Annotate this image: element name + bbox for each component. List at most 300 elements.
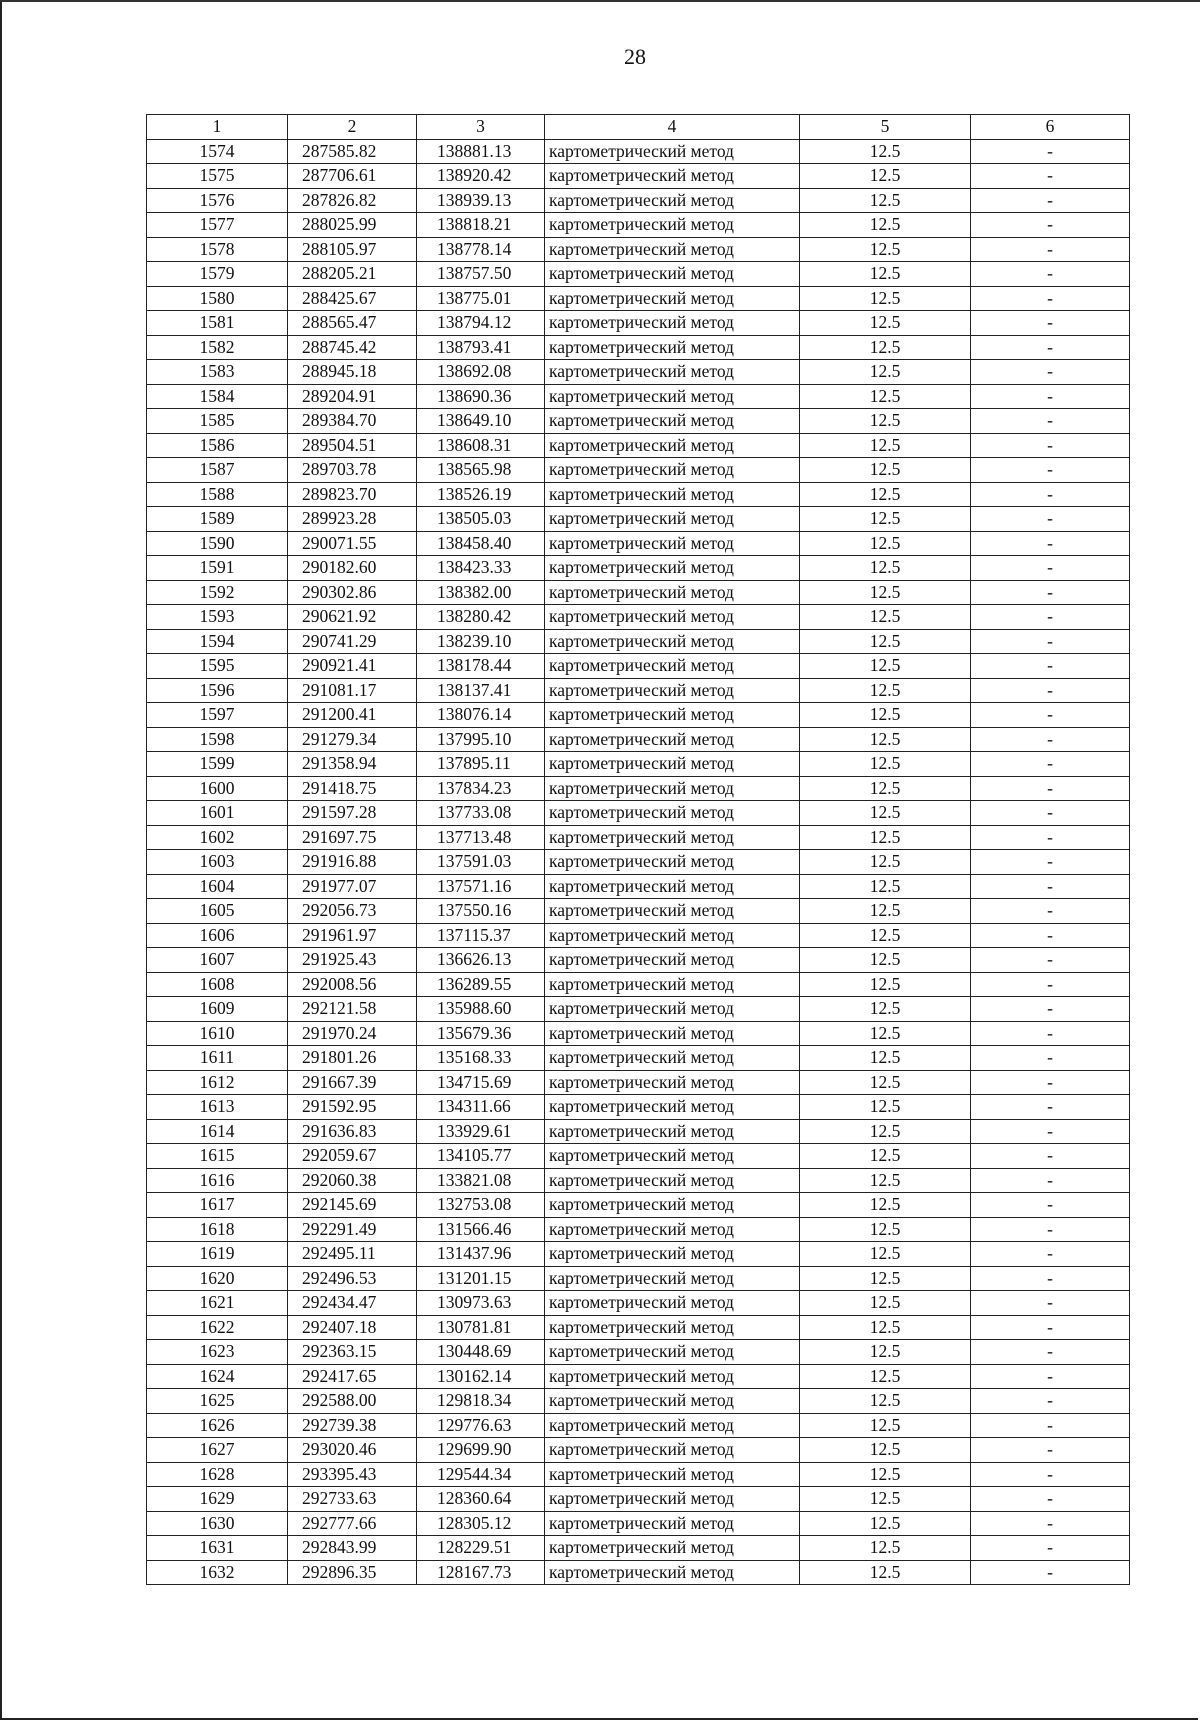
table-row — [147, 776, 1130, 801]
x-coordinate-cell: 291636.83 — [288, 1119, 417, 1144]
point-number-cell: 1617 — [147, 1193, 288, 1218]
x-coordinate-cell: 287585.82 — [288, 139, 417, 164]
y-coordinate-cell: 135168.33 — [417, 1046, 545, 1071]
method-cell: картометрический метод — [545, 433, 800, 458]
table-row — [147, 507, 1130, 532]
description-cell: - — [971, 433, 1130, 458]
point-number-cell: 1598 — [147, 727, 288, 752]
y-coordinate-cell: 137591.03 — [417, 850, 545, 875]
accuracy-cell: 12.5 — [800, 727, 971, 752]
method-cell: картометрический метод — [545, 1119, 800, 1144]
point-number-cell: 1585 — [147, 409, 288, 434]
x-coordinate-cell: 292843.99 — [288, 1536, 417, 1561]
y-coordinate-cell: 137895.11 — [417, 752, 545, 777]
accuracy-cell: 12.5 — [800, 776, 971, 801]
method-cell: картометрический метод — [545, 360, 800, 385]
method-cell: картометрический метод — [545, 1315, 800, 1340]
x-coordinate-cell: 291697.75 — [288, 825, 417, 850]
description-cell: - — [971, 1046, 1130, 1071]
y-coordinate-cell: 137550.16 — [417, 899, 545, 924]
accuracy-cell: 12.5 — [800, 1487, 971, 1512]
method-cell: картометрический метод — [545, 1291, 800, 1316]
x-coordinate-cell: 289204.91 — [288, 384, 417, 409]
y-coordinate-cell: 138757.50 — [417, 262, 545, 287]
method-cell: картометрический метод — [545, 1487, 800, 1512]
x-coordinate-cell: 292896.35 — [288, 1560, 417, 1585]
table-row — [147, 1070, 1130, 1095]
table-row — [147, 899, 1130, 924]
x-coordinate-cell: 287706.61 — [288, 164, 417, 189]
y-coordinate-cell: 137713.48 — [417, 825, 545, 850]
accuracy-cell: 12.5 — [800, 1560, 971, 1585]
point-number-cell: 1580 — [147, 286, 288, 311]
method-cell: картометрический метод — [545, 727, 800, 752]
description-cell: - — [971, 409, 1130, 434]
accuracy-cell: 12.5 — [800, 237, 971, 262]
table-row — [147, 1511, 1130, 1536]
description-cell: - — [971, 1095, 1130, 1120]
x-coordinate-cell: 287826.82 — [288, 188, 417, 213]
y-coordinate-cell: 129776.63 — [417, 1413, 545, 1438]
x-coordinate-cell: 289384.70 — [288, 409, 417, 434]
method-cell: картометрический метод — [545, 1560, 800, 1585]
description-cell: - — [971, 899, 1130, 924]
table-row — [147, 850, 1130, 875]
point-number-cell: 1621 — [147, 1291, 288, 1316]
point-number-cell: 1616 — [147, 1168, 288, 1193]
x-coordinate-cell: 292363.15 — [288, 1340, 417, 1365]
description-cell: - — [971, 1462, 1130, 1487]
accuracy-cell: 12.5 — [800, 948, 971, 973]
accuracy-cell: 12.5 — [800, 1462, 971, 1487]
x-coordinate-cell: 292056.73 — [288, 899, 417, 924]
table-row — [147, 213, 1130, 238]
description-cell: - — [971, 311, 1130, 336]
x-coordinate-cell: 292739.38 — [288, 1413, 417, 1438]
y-coordinate-cell: 131566.46 — [417, 1217, 545, 1242]
point-number-cell: 1610 — [147, 1021, 288, 1046]
x-coordinate-cell: 291279.34 — [288, 727, 417, 752]
table-row — [147, 1560, 1130, 1585]
table-row — [147, 482, 1130, 507]
accuracy-cell: 12.5 — [800, 678, 971, 703]
x-coordinate-cell: 291597.28 — [288, 801, 417, 826]
point-number-cell: 1577 — [147, 213, 288, 238]
x-coordinate-cell: 288745.42 — [288, 335, 417, 360]
x-coordinate-cell: 292434.47 — [288, 1291, 417, 1316]
accuracy-cell: 12.5 — [800, 1021, 971, 1046]
description-cell: - — [971, 1438, 1130, 1463]
table-row — [147, 1389, 1130, 1414]
description-cell: - — [971, 1511, 1130, 1536]
y-coordinate-cell: 135988.60 — [417, 997, 545, 1022]
accuracy-cell: 12.5 — [800, 752, 971, 777]
accuracy-cell: 12.5 — [800, 507, 971, 532]
x-coordinate-cell: 293395.43 — [288, 1462, 417, 1487]
page-top-border — [0, 0, 1200, 2]
x-coordinate-cell: 290182.60 — [288, 556, 417, 581]
description-cell: - — [971, 874, 1130, 899]
x-coordinate-cell: 290621.92 — [288, 605, 417, 630]
y-coordinate-cell: 136289.55 — [417, 972, 545, 997]
y-coordinate-cell: 138239.10 — [417, 629, 545, 654]
x-coordinate-cell: 291961.97 — [288, 923, 417, 948]
description-cell: - — [971, 1070, 1130, 1095]
y-coordinate-cell: 137733.08 — [417, 801, 545, 826]
method-cell: картометрический метод — [545, 1389, 800, 1414]
x-coordinate-cell: 291916.88 — [288, 850, 417, 875]
y-coordinate-cell: 135679.36 — [417, 1021, 545, 1046]
y-coordinate-cell: 129699.90 — [417, 1438, 545, 1463]
accuracy-cell: 12.5 — [800, 1242, 971, 1267]
y-coordinate-cell: 138939.13 — [417, 188, 545, 213]
x-coordinate-cell: 292407.18 — [288, 1315, 417, 1340]
description-cell: - — [971, 213, 1130, 238]
table-row — [147, 139, 1130, 164]
point-number-cell: 1613 — [147, 1095, 288, 1120]
column-header-2: 2 — [288, 115, 417, 140]
x-coordinate-cell: 292291.49 — [288, 1217, 417, 1242]
point-number-cell: 1619 — [147, 1242, 288, 1267]
y-coordinate-cell: 138076.14 — [417, 703, 545, 728]
table-row — [147, 335, 1130, 360]
description-cell: - — [971, 1217, 1130, 1242]
description-cell: - — [971, 286, 1130, 311]
description-cell: - — [971, 1560, 1130, 1585]
method-cell: картометрический метод — [545, 213, 800, 238]
point-number-cell: 1630 — [147, 1511, 288, 1536]
method-cell: картометрический метод — [545, 482, 800, 507]
method-cell: картометрический метод — [545, 850, 800, 875]
point-number-cell: 1590 — [147, 531, 288, 556]
description-cell: - — [971, 262, 1130, 287]
point-number-cell: 1622 — [147, 1315, 288, 1340]
y-coordinate-cell: 134311.66 — [417, 1095, 545, 1120]
y-coordinate-cell: 133929.61 — [417, 1119, 545, 1144]
method-cell: картометрический метод — [545, 311, 800, 336]
description-cell: - — [971, 580, 1130, 605]
point-number-cell: 1608 — [147, 972, 288, 997]
point-number-cell: 1609 — [147, 997, 288, 1022]
point-number-cell: 1612 — [147, 1070, 288, 1095]
table-row — [147, 629, 1130, 654]
description-cell: - — [971, 629, 1130, 654]
y-coordinate-cell: 137571.16 — [417, 874, 545, 899]
point-number-cell: 1586 — [147, 433, 288, 458]
y-coordinate-cell: 130162.14 — [417, 1364, 545, 1389]
accuracy-cell: 12.5 — [800, 164, 971, 189]
description-cell: - — [971, 1021, 1130, 1046]
x-coordinate-cell: 288105.97 — [288, 237, 417, 262]
point-number-cell: 1607 — [147, 948, 288, 973]
method-cell: картометрический метод — [545, 1413, 800, 1438]
table-row — [147, 556, 1130, 581]
description-cell: - — [971, 556, 1130, 581]
table-row — [147, 237, 1130, 262]
x-coordinate-cell: 292060.38 — [288, 1168, 417, 1193]
description-cell: - — [971, 1168, 1130, 1193]
y-coordinate-cell: 128360.64 — [417, 1487, 545, 1512]
y-coordinate-cell: 138458.40 — [417, 531, 545, 556]
method-cell: картометрический метод — [545, 825, 800, 850]
accuracy-cell: 12.5 — [800, 482, 971, 507]
accuracy-cell: 12.5 — [800, 556, 971, 581]
description-cell: - — [971, 703, 1130, 728]
method-cell: картометрический метод — [545, 507, 800, 532]
point-number-cell: 1576 — [147, 188, 288, 213]
table-row — [147, 384, 1130, 409]
x-coordinate-cell: 291081.17 — [288, 678, 417, 703]
x-coordinate-cell: 292059.67 — [288, 1144, 417, 1169]
y-coordinate-cell: 130448.69 — [417, 1340, 545, 1365]
accuracy-cell: 12.5 — [800, 1315, 971, 1340]
point-number-cell: 1606 — [147, 923, 288, 948]
point-number-cell: 1575 — [147, 164, 288, 189]
method-cell: картометрический метод — [545, 335, 800, 360]
point-number-cell: 1626 — [147, 1413, 288, 1438]
table-row — [147, 286, 1130, 311]
point-number-cell: 1632 — [147, 1560, 288, 1585]
table-row — [147, 580, 1130, 605]
table-row — [147, 997, 1130, 1022]
description-cell: - — [971, 801, 1130, 826]
accuracy-cell: 12.5 — [800, 654, 971, 679]
method-cell: картометрический метод — [545, 384, 800, 409]
table-row — [147, 1438, 1130, 1463]
x-coordinate-cell: 291200.41 — [288, 703, 417, 728]
table-row — [147, 972, 1130, 997]
method-cell: картометрический метод — [545, 605, 800, 630]
table-row — [147, 1487, 1130, 1512]
table-header — [147, 115, 1130, 140]
method-cell: картометрический метод — [545, 997, 800, 1022]
description-cell: - — [971, 776, 1130, 801]
table-row — [147, 605, 1130, 630]
accuracy-cell: 12.5 — [800, 825, 971, 850]
table-row — [147, 360, 1130, 385]
table-body — [147, 139, 1130, 1585]
y-coordinate-cell: 138881.13 — [417, 139, 545, 164]
accuracy-cell: 12.5 — [800, 531, 971, 556]
table-row — [147, 1242, 1130, 1267]
table-row — [147, 531, 1130, 556]
method-cell: картометрический метод — [545, 654, 800, 679]
page-number: 28 — [624, 44, 646, 69]
table-row — [147, 1413, 1130, 1438]
y-coordinate-cell: 138608.31 — [417, 433, 545, 458]
description-cell: - — [971, 531, 1130, 556]
x-coordinate-cell: 289504.51 — [288, 433, 417, 458]
accuracy-cell: 12.5 — [800, 1389, 971, 1414]
point-number-cell: 1588 — [147, 482, 288, 507]
table-row — [147, 654, 1130, 679]
method-cell: картометрический метод — [545, 1340, 800, 1365]
accuracy-cell: 12.5 — [800, 1266, 971, 1291]
y-coordinate-cell: 131437.96 — [417, 1242, 545, 1267]
point-number-cell: 1623 — [147, 1340, 288, 1365]
accuracy-cell: 12.5 — [800, 1144, 971, 1169]
accuracy-cell: 12.5 — [800, 409, 971, 434]
table-row — [147, 1095, 1130, 1120]
table-row — [147, 262, 1130, 287]
y-coordinate-cell: 138178.44 — [417, 654, 545, 679]
point-number-cell: 1611 — [147, 1046, 288, 1071]
accuracy-cell: 12.5 — [800, 1536, 971, 1561]
x-coordinate-cell: 291667.39 — [288, 1070, 417, 1095]
table-row — [147, 825, 1130, 850]
method-cell: картометрический метод — [545, 531, 800, 556]
y-coordinate-cell: 138692.08 — [417, 360, 545, 385]
accuracy-cell: 12.5 — [800, 213, 971, 238]
accuracy-cell: 12.5 — [800, 384, 971, 409]
method-cell: картометрический метод — [545, 1511, 800, 1536]
x-coordinate-cell: 291592.95 — [288, 1095, 417, 1120]
y-coordinate-cell: 138690.36 — [417, 384, 545, 409]
table-row — [147, 874, 1130, 899]
table-row — [147, 1193, 1130, 1218]
description-cell: - — [971, 1266, 1130, 1291]
point-number-cell: 1596 — [147, 678, 288, 703]
accuracy-cell: 12.5 — [800, 458, 971, 483]
point-number-cell: 1597 — [147, 703, 288, 728]
point-number-cell: 1582 — [147, 335, 288, 360]
accuracy-cell: 12.5 — [800, 1340, 971, 1365]
method-cell: картометрический метод — [545, 164, 800, 189]
description-cell: - — [971, 678, 1130, 703]
point-number-cell: 1631 — [147, 1536, 288, 1561]
accuracy-cell: 12.5 — [800, 1511, 971, 1536]
accuracy-cell: 12.5 — [800, 139, 971, 164]
table-row — [147, 164, 1130, 189]
method-cell: картометрический метод — [545, 1144, 800, 1169]
method-cell: картометрический метод — [545, 1193, 800, 1218]
table-row — [147, 801, 1130, 826]
method-cell: картометрический метод — [545, 1046, 800, 1071]
y-coordinate-cell: 137834.23 — [417, 776, 545, 801]
table-header-row — [147, 115, 1130, 140]
point-number-cell: 1625 — [147, 1389, 288, 1414]
method-cell: картометрический метод — [545, 1217, 800, 1242]
point-number-cell: 1624 — [147, 1364, 288, 1389]
y-coordinate-cell: 138526.19 — [417, 482, 545, 507]
accuracy-cell: 12.5 — [800, 335, 971, 360]
description-cell: - — [971, 1413, 1130, 1438]
point-number-cell: 1615 — [147, 1144, 288, 1169]
accuracy-cell: 12.5 — [800, 629, 971, 654]
table-row — [147, 1266, 1130, 1291]
description-cell: - — [971, 360, 1130, 385]
x-coordinate-cell: 289923.28 — [288, 507, 417, 532]
accuracy-cell: 12.5 — [800, 433, 971, 458]
column-header-1: 1 — [147, 115, 288, 140]
point-number-cell: 1600 — [147, 776, 288, 801]
accuracy-cell: 12.5 — [800, 1438, 971, 1463]
method-cell: картометрический метод — [545, 972, 800, 997]
accuracy-cell: 12.5 — [800, 605, 971, 630]
y-coordinate-cell: 138794.12 — [417, 311, 545, 336]
method-cell: картометрический метод — [545, 1070, 800, 1095]
accuracy-cell: 12.5 — [800, 997, 971, 1022]
description-cell: - — [971, 335, 1130, 360]
point-number-cell: 1589 — [147, 507, 288, 532]
accuracy-cell: 12.5 — [800, 1119, 971, 1144]
accuracy-cell: 12.5 — [800, 923, 971, 948]
description-cell: - — [971, 188, 1130, 213]
y-coordinate-cell: 128167.73 — [417, 1560, 545, 1585]
table-row — [147, 1291, 1130, 1316]
x-coordinate-cell: 291977.07 — [288, 874, 417, 899]
method-cell: картометрический метод — [545, 580, 800, 605]
accuracy-cell: 12.5 — [800, 703, 971, 728]
method-cell: картометрический метод — [545, 1438, 800, 1463]
column-header-5: 5 — [800, 115, 971, 140]
method-cell: картометрический метод — [545, 776, 800, 801]
description-cell: - — [971, 1315, 1130, 1340]
y-coordinate-cell: 132753.08 — [417, 1193, 545, 1218]
description-cell: - — [971, 1119, 1130, 1144]
accuracy-cell: 12.5 — [800, 188, 971, 213]
accuracy-cell: 12.5 — [800, 286, 971, 311]
accuracy-cell: 12.5 — [800, 1070, 971, 1095]
description-cell: - — [971, 237, 1130, 262]
point-number-cell: 1574 — [147, 139, 288, 164]
accuracy-cell: 12.5 — [800, 360, 971, 385]
method-cell: картометрический метод — [545, 1168, 800, 1193]
point-number-cell: 1595 — [147, 654, 288, 679]
x-coordinate-cell: 289823.70 — [288, 482, 417, 507]
accuracy-cell: 12.5 — [800, 1168, 971, 1193]
description-cell: - — [971, 1193, 1130, 1218]
point-number-cell: 1627 — [147, 1438, 288, 1463]
description-cell: - — [971, 507, 1130, 532]
method-cell: картометрический метод — [545, 1364, 800, 1389]
point-number-cell: 1584 — [147, 384, 288, 409]
table-row — [147, 678, 1130, 703]
y-coordinate-cell: 138137.41 — [417, 678, 545, 703]
x-coordinate-cell: 291970.24 — [288, 1021, 417, 1046]
table-row — [147, 188, 1130, 213]
accuracy-cell: 12.5 — [800, 311, 971, 336]
description-cell: - — [971, 948, 1130, 973]
x-coordinate-cell: 288205.21 — [288, 262, 417, 287]
description-cell: - — [971, 139, 1130, 164]
accuracy-cell: 12.5 — [800, 1193, 971, 1218]
table-row — [147, 1119, 1130, 1144]
accuracy-cell: 12.5 — [800, 580, 971, 605]
table-row — [147, 1021, 1130, 1046]
y-coordinate-cell: 137115.37 — [417, 923, 545, 948]
column-header-3: 3 — [417, 115, 545, 140]
description-cell: - — [971, 482, 1130, 507]
method-cell: картометрический метод — [545, 629, 800, 654]
point-number-cell: 1594 — [147, 629, 288, 654]
point-number-cell: 1593 — [147, 605, 288, 630]
table-row — [147, 752, 1130, 777]
table-row — [147, 433, 1130, 458]
method-cell: картометрический метод — [545, 948, 800, 973]
y-coordinate-cell: 138920.42 — [417, 164, 545, 189]
coordinates-table — [146, 114, 1130, 1585]
y-coordinate-cell: 133821.08 — [417, 1168, 545, 1193]
method-cell: картометрический метод — [545, 703, 800, 728]
y-coordinate-cell: 134105.77 — [417, 1144, 545, 1169]
y-coordinate-cell: 138818.21 — [417, 213, 545, 238]
x-coordinate-cell: 288565.47 — [288, 311, 417, 336]
point-number-cell: 1599 — [147, 752, 288, 777]
description-cell: - — [971, 1340, 1130, 1365]
y-coordinate-cell: 138775.01 — [417, 286, 545, 311]
x-coordinate-cell: 292496.53 — [288, 1266, 417, 1291]
